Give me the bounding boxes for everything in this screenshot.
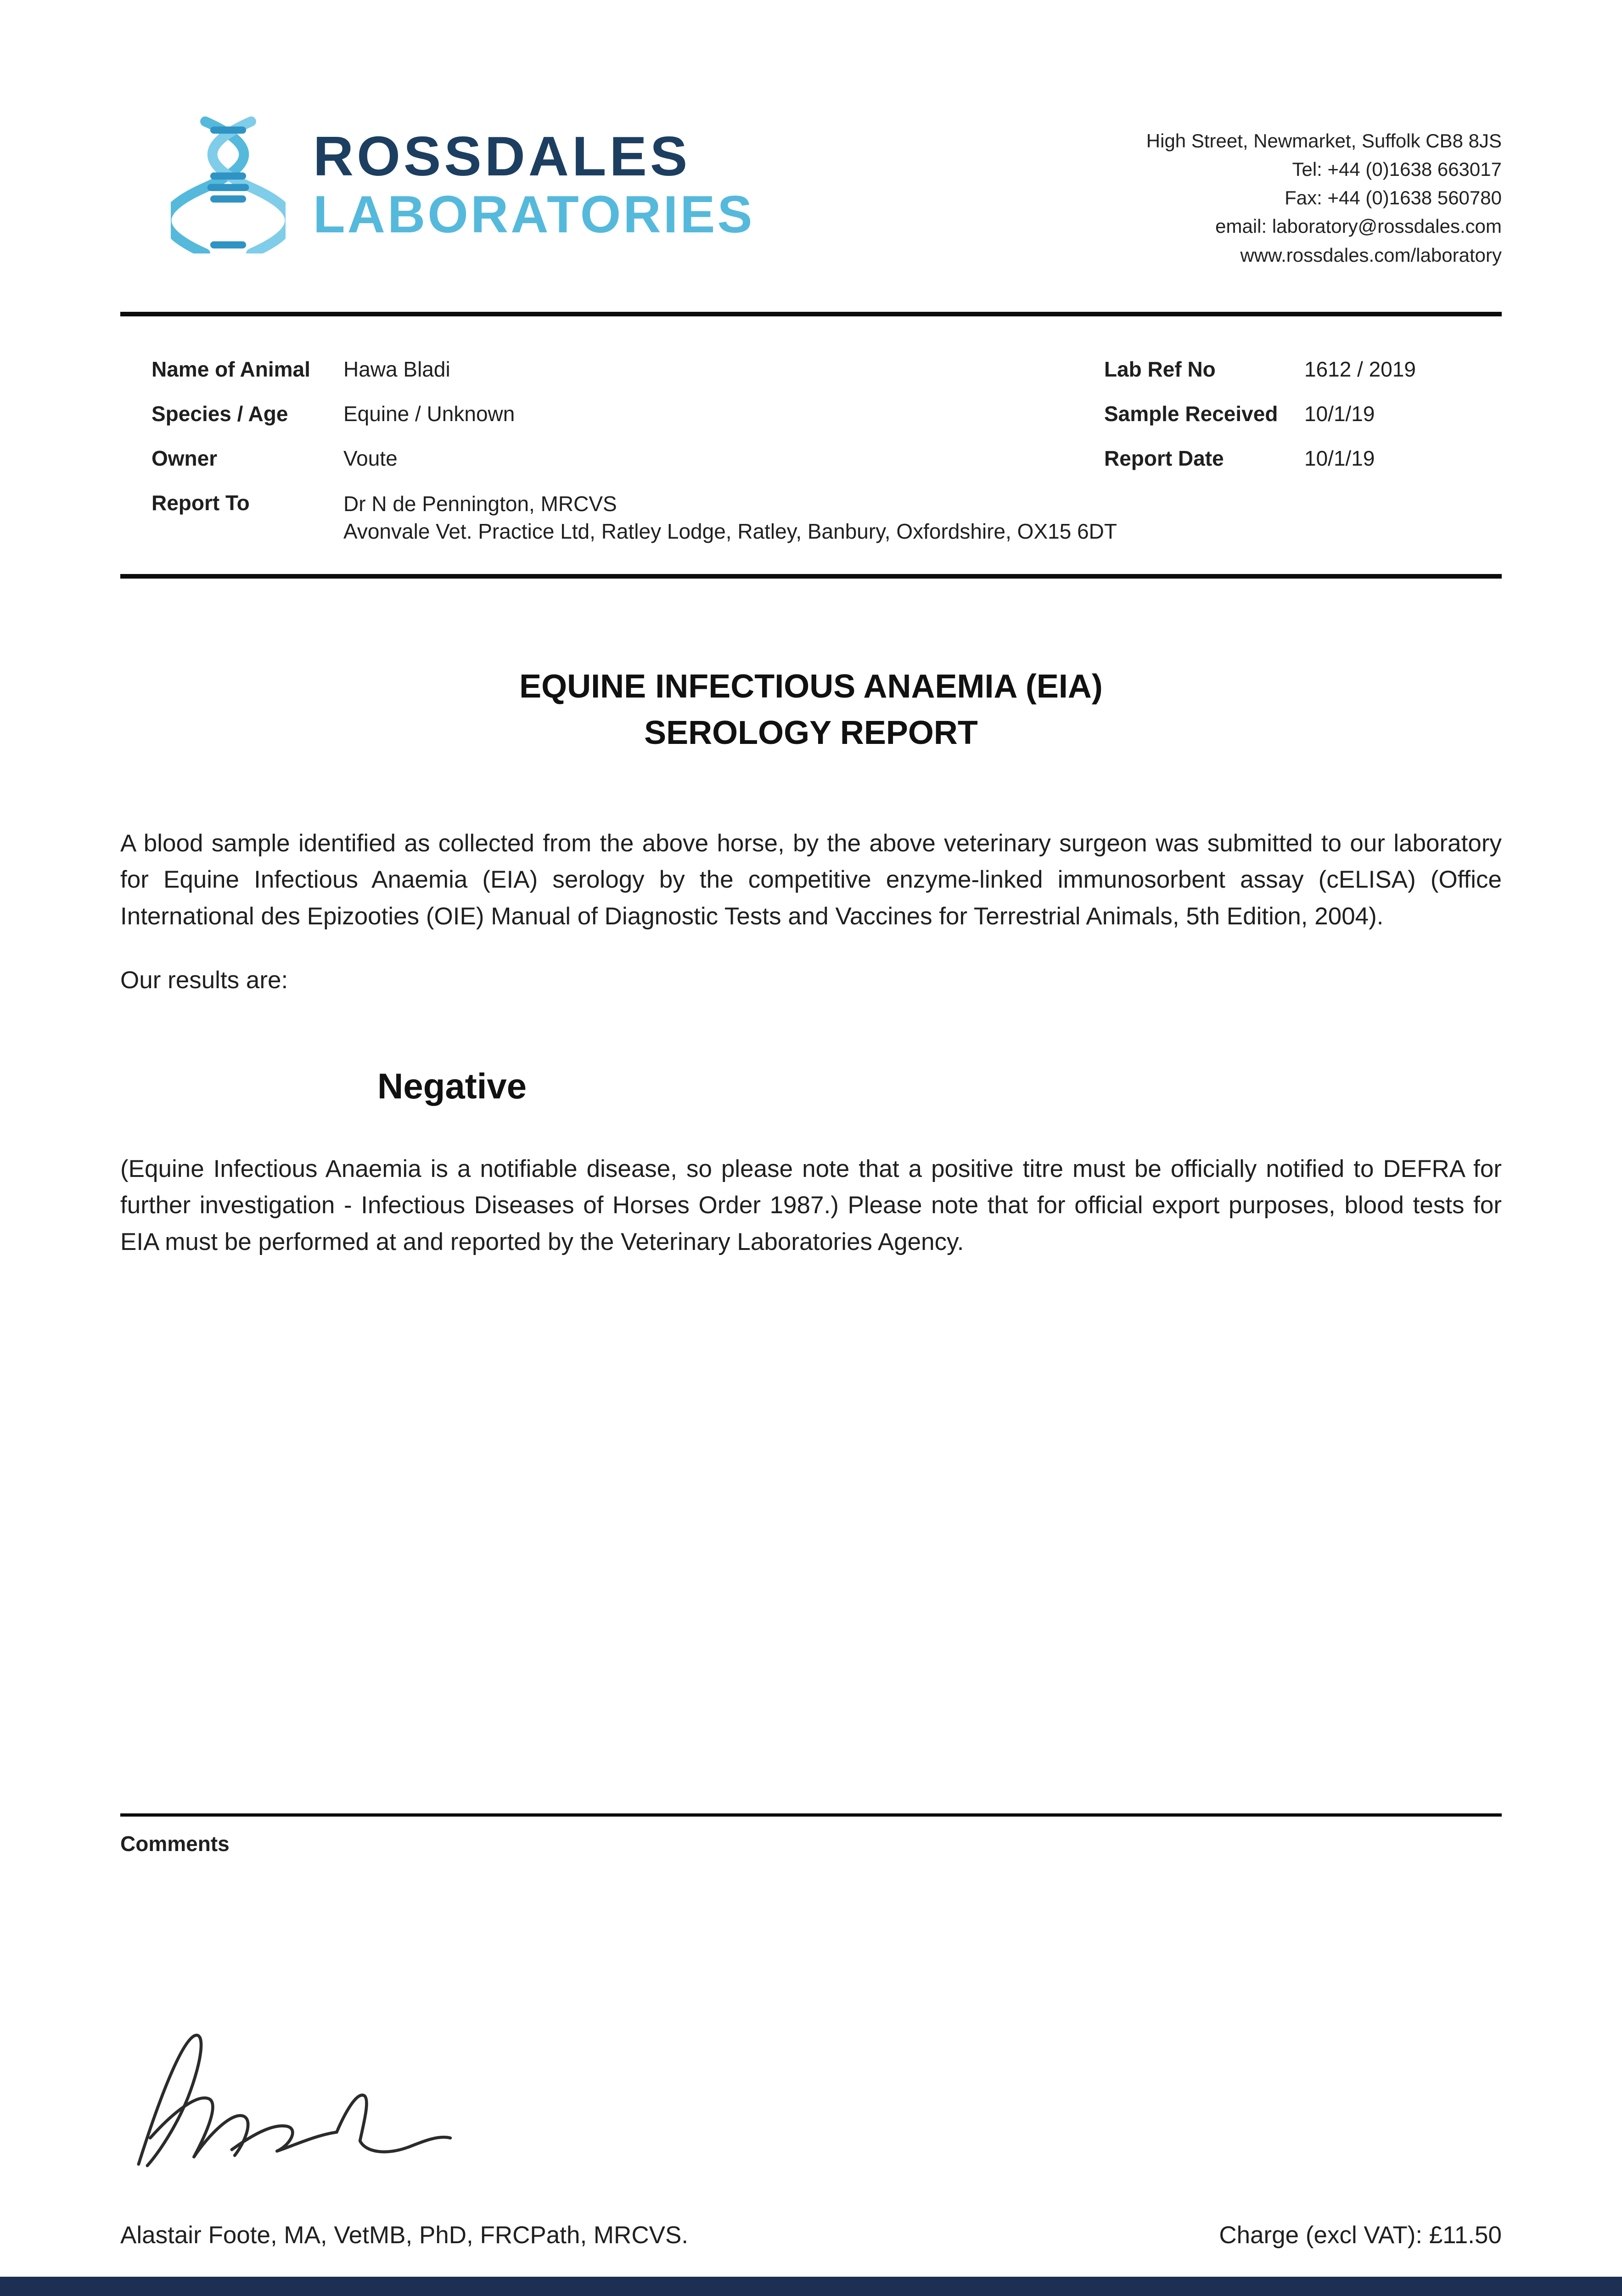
contact-block [1146, 116, 1502, 270]
report-to-label: Report To [152, 491, 250, 515]
owner-value: Voute [343, 446, 398, 471]
logo-rossdales: ROSSDALES [313, 124, 691, 187]
lab-ref-label: Lab Ref No [1104, 357, 1216, 381]
charge-amount: Charge (excl VAT): £11.50 [1219, 2222, 1502, 2249]
name-of-animal-label: Name of Animal [152, 357, 310, 381]
logo-block [171, 116, 754, 253]
report-title [120, 664, 1502, 756]
report-title-line1: EQUINE INFECTIOUS ANAEMIA (EIA) [519, 668, 1103, 705]
logo-laboratories: LABORATORIES [313, 186, 755, 244]
dna-helix-logo-icon [171, 116, 286, 253]
report-date-value: 10/1/19 [1304, 446, 1375, 471]
result-value: Negative [377, 1065, 527, 1106]
info-row-species [152, 401, 1502, 427]
report-date-label: Report Date [1104, 446, 1224, 471]
intro-paragraph: A blood sample identified as collected from the above horse, by the above veterinary surgeon was submitted to our laboratory for Equine Infectious Anaemia (EIA) serology by the competitive enzyme-linked immunosorbent assay (cELISA) (Office International des Epizooties (OIE) Manual of Diagnostic Tests and Vaccines for Terrestrial Animals, 5th Edition, 2004). [120, 829, 1502, 930]
report-to-line2: Avonvale Vet. Practice Ltd, Ratley Lodge, Ratley, Banbury, Oxfordshire, OX15 6DT [343, 519, 1117, 544]
sample-received-value: 10/1/19 [1304, 401, 1375, 426]
footer-row [120, 2221, 1502, 2249]
bottom-navy-bar [0, 2277, 1622, 2296]
species-age-value: Equine / Unknown [343, 401, 515, 426]
report-to-line1: Dr N de Pennington, MRCVS [343, 492, 617, 516]
logo-text [313, 126, 754, 243]
sample-received-label: Sample Received [1104, 401, 1278, 426]
lab-ref-value: 1612 / 2019 [1304, 357, 1416, 381]
sample-info [120, 357, 1502, 546]
name-of-animal-value: Hawa Bladi [343, 357, 450, 381]
info-row-animal [152, 357, 1502, 382]
info-row-owner [152, 446, 1502, 471]
contact-fax: Fax: +44 (0)1638 560780 [1285, 187, 1502, 209]
contact-tel: Tel: +44 (0)1638 663017 [1292, 158, 1502, 180]
contact-website: www.rossdales.com/laboratory [1240, 244, 1502, 266]
owner-label: Owner [152, 446, 218, 471]
notifiable-disease-paragraph: (Equine Infectious Anaemia is a notifiable disease, so please note that a positive titre must be officially notified to DEFRA for further investigation - Infectious Diseases of Horses Order 1987.) Please note that for official export purposes, blood tests for EIA must be performed at and reported by the Veterinary Laboratories Agency. [120, 1155, 1502, 1255]
top-rule [120, 312, 1502, 316]
header [120, 0, 1502, 270]
signatory-name: Alastair Foote, MA, VetMB, PhD, FRCPath, MRCVS. [120, 2222, 689, 2249]
report-to-value [343, 490, 1502, 546]
contact-address: High Street, Newmarket, Suffolk CB8 8JS [1146, 130, 1502, 152]
signature-image [124, 2021, 1502, 2175]
report-title-line2: SEROLOGY REPORT [644, 714, 978, 751]
species-age-label: Species / Age [152, 401, 288, 426]
comments-label: Comments [120, 1832, 230, 1856]
info-bottom-rule [120, 574, 1502, 579]
comments-rule [120, 1813, 1502, 1817]
contact-email: email: laboratory@rossdales.com [1215, 215, 1502, 237]
results-intro: Our results are: [120, 967, 288, 994]
info-row-report-to [152, 490, 1502, 546]
